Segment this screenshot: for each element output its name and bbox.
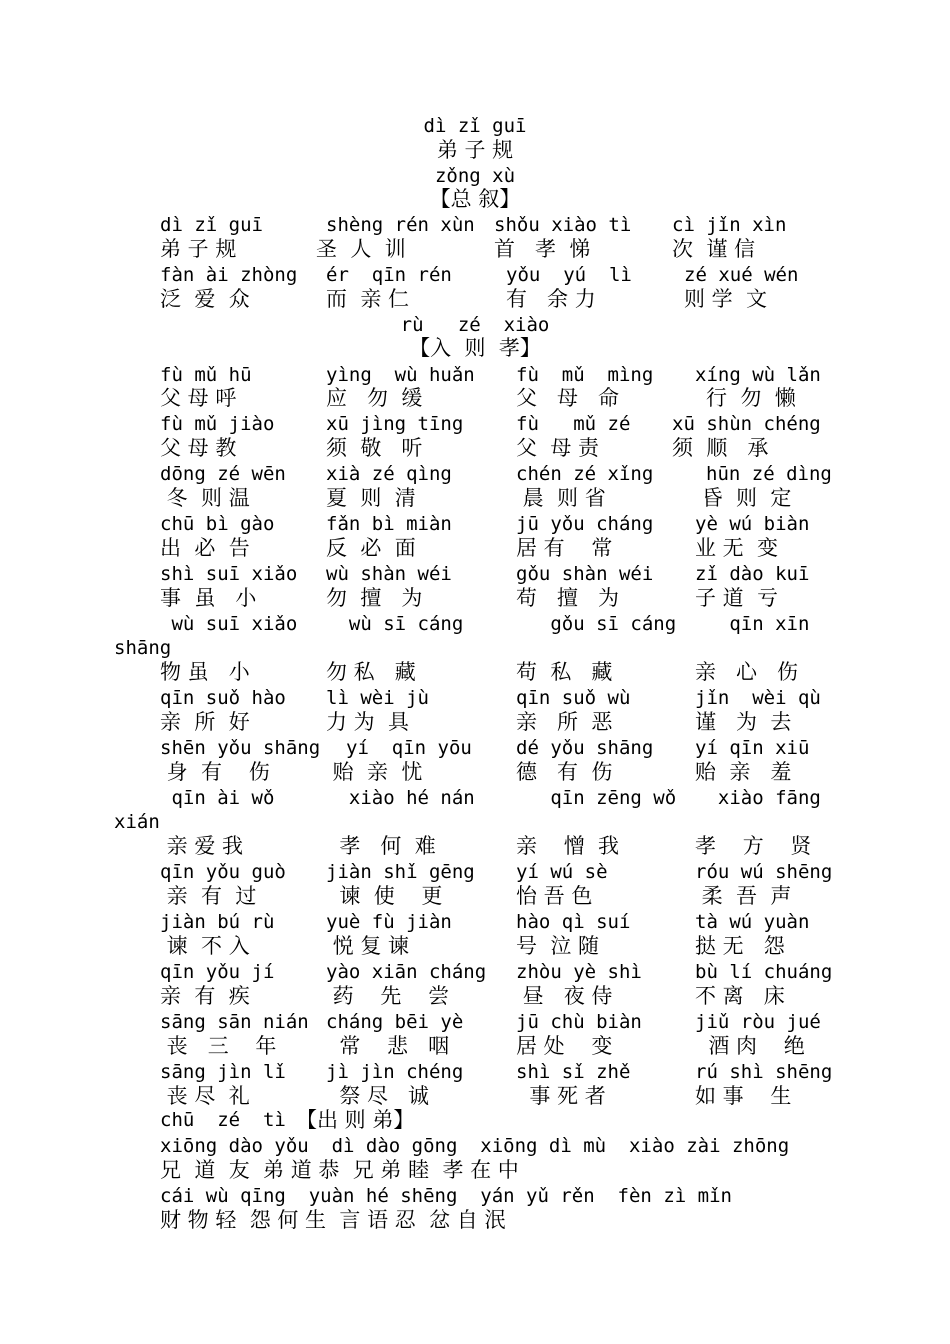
hanzi-cell: 勿 私 藏 xyxy=(326,660,416,684)
hanzi-cell: 丧 尽 礼 xyxy=(160,1084,250,1108)
pinyin-cell: qīn yǒu guò xyxy=(160,861,286,883)
verse-hanzi-row xyxy=(0,884,950,909)
pinyin-cell: wù shàn wéi xyxy=(326,563,452,585)
section-pinyin-zongxu: zǒng xù xyxy=(434,165,516,187)
hanzi-cell: 身 有 伤 xyxy=(160,760,270,784)
verse-hanzi-row xyxy=(0,536,950,561)
verse-hanzi-row xyxy=(0,760,950,785)
hanzi-cell: 祭 尽 诚 xyxy=(326,1084,430,1108)
hanzi-cell: 悦 复 谏 xyxy=(326,934,410,958)
pinyin-cell: fù mǔ zé xyxy=(516,413,631,435)
pinyin-overflow: xián xyxy=(114,811,160,833)
hanzi-cell: 行 勿 懒 xyxy=(706,386,796,410)
verse-hanzi-row xyxy=(0,834,950,859)
hanzi-cell: 父 母 责 xyxy=(516,436,600,460)
hanzi-cell: 首 孝 悌 xyxy=(494,237,591,261)
hanzi-cell: 亲 憎 我 xyxy=(516,834,620,858)
hanzi-cell: 丧 三 年 xyxy=(160,1034,277,1058)
pinyin-cell: hào qì suí xyxy=(516,911,631,933)
hanzi-cell: 常 悲 咽 xyxy=(326,1034,450,1058)
verse-hanzi-row xyxy=(0,287,950,312)
verse-pinyin-row xyxy=(0,1010,950,1035)
hanzi-cell: 事 死 者 xyxy=(516,1084,606,1108)
verse-hanzi-line: 财 物 轻 怨 何 生 言 语 忍 忿 自 泯 xyxy=(160,1208,506,1232)
pinyin-cell: shǒu xiào tì xyxy=(494,214,632,236)
hanzi-cell: 昏 则 定 xyxy=(695,486,792,510)
verse-hanzi-row xyxy=(0,710,950,735)
pinyin-cell: jiǔ ròu jué xyxy=(695,1011,821,1033)
pinyin-cell: chū bì gào xyxy=(160,513,275,535)
pinyin-cell: xū jìng tīng xyxy=(326,413,464,435)
verse-hanzi-row xyxy=(0,660,950,685)
verse-pinyin-row xyxy=(0,860,950,885)
pinyin-cell: xíng wù lǎn xyxy=(695,364,821,386)
verse-hanzi-row xyxy=(0,486,950,511)
hanzi-cell: 挞 无 怨 xyxy=(695,934,785,958)
hanzi-cell: 亲 有 过 xyxy=(160,884,257,908)
pinyin-cell: wù sī cáng xyxy=(326,613,464,635)
pinyin-cell: róu wú shēng xyxy=(695,861,833,883)
hanzi-cell: 须 顺 承 xyxy=(672,436,769,460)
pinyin-cell: jū chù biàn xyxy=(516,1011,642,1033)
verse-pinyin-row xyxy=(0,736,950,761)
hanzi-cell: 子 道 亏 xyxy=(695,586,779,610)
verse-pinyin-row xyxy=(0,263,950,288)
hanzi-cell: 亲 爱 我 xyxy=(160,834,244,858)
hanzi-cell: 父 母 教 xyxy=(160,436,237,460)
verse-hanzi-row xyxy=(0,586,950,611)
pinyin-cell: ér qīn rén xyxy=(326,264,452,286)
verse-pinyin-row xyxy=(0,213,950,238)
pinyin-cell: tà wú yuàn xyxy=(695,911,810,933)
verse-hanzi-row xyxy=(0,1034,950,1059)
verse-pinyin-line: xiōng dào yǒu dì dào gōng xiōng dì mù xiào zài zhōng xyxy=(160,1135,790,1157)
section-pinyin-chuzedi: chū zé tì xyxy=(160,1109,286,1131)
pinyin-cell: yí wú sè xyxy=(516,861,608,883)
hanzi-cell: 怡 吾 色 xyxy=(516,884,593,908)
pinyin-cell: qīn yǒu jí xyxy=(160,961,275,983)
hanzi-cell: 苟 擅 为 xyxy=(516,586,620,610)
hanzi-cell: 应 勿 缓 xyxy=(326,386,423,410)
pinyin-cell: jiàn bú rù xyxy=(160,911,275,933)
section-pinyin-ruzexiao: rù zé xiào xyxy=(400,314,550,336)
pinyin-cell: shì suī xiǎo xyxy=(160,563,298,585)
hanzi-cell: 则 学 文 xyxy=(684,287,768,311)
hanzi-cell: 须 敬 听 xyxy=(326,436,423,460)
pinyin-cell: jū yǒu cháng xyxy=(516,513,654,535)
verse-pinyin-row xyxy=(0,910,950,935)
hanzi-cell: 药 先 尝 xyxy=(326,984,450,1008)
hanzi-cell: 亲 所 好 xyxy=(160,710,250,734)
pinyin-cell: qīn xīn xyxy=(695,613,810,635)
pinyin-cell: lì wèi jù xyxy=(326,687,429,709)
pinyin-cell: zé xué wén xyxy=(684,264,799,286)
pinyin-cell: zǐ dào kuī xyxy=(695,563,810,585)
verse-hanzi-row xyxy=(0,237,950,262)
verse-pinyin-row xyxy=(0,462,950,487)
pinyin-cell: gǒu shàn wéi xyxy=(516,563,654,585)
hanzi-cell: 弟 子 规 xyxy=(160,237,237,261)
verse-hanzi-line: 兄 道 友 弟 道 恭 兄 弟 睦 孝 在 中 xyxy=(160,1158,519,1182)
pinyin-cell: wù suī xiǎo xyxy=(160,613,298,635)
pinyin-cell: gǒu sī cáng xyxy=(516,613,677,635)
pinyin-cell: yìng wù huǎn xyxy=(326,364,475,386)
pinyin-cell: yào xiān cháng xyxy=(326,961,487,983)
pinyin-cell: yǒu yú lì xyxy=(506,264,632,286)
hanzi-cell: 而 亲 仁 xyxy=(326,287,410,311)
verse-pinyin-row xyxy=(0,562,950,587)
verse-pinyin-line: cái wù qīng yuàn hé shēng yán yǔ rěn fèn zì mǐn xyxy=(160,1185,732,1207)
hanzi-cell: 晨 则 省 xyxy=(516,486,606,510)
hanzi-cell: 物 虽 小 xyxy=(160,660,250,684)
hanzi-cell: 如 事 生 xyxy=(695,1084,792,1108)
pinyin-overflow: shāng xyxy=(114,637,172,659)
hanzi-cell: 孝 何 难 xyxy=(326,834,436,858)
pinyin-cell: sāng jìn lǐ xyxy=(160,1061,286,1083)
hanzi-cell: 苟 私 藏 xyxy=(516,660,613,684)
pinyin-cell: shēn yǒu shāng xyxy=(160,737,321,759)
title-hanzi: 弟 子 规 xyxy=(436,138,514,162)
hanzi-cell: 业 无 变 xyxy=(695,536,779,560)
verse-pinyin-row xyxy=(0,612,950,637)
pinyin-cell: sāng sān nián xyxy=(160,1011,309,1033)
pinyin-cell: yuè fù jiàn xyxy=(326,911,452,933)
hanzi-cell: 勿 擅 为 xyxy=(326,586,423,610)
verse-pinyin-row xyxy=(0,960,950,985)
pinyin-cell: fù mǔ jiào xyxy=(160,413,275,435)
hanzi-cell: 酒 肉 绝 xyxy=(695,1034,805,1058)
hanzi-cell: 谨 为 去 xyxy=(695,710,792,734)
hanzi-cell: 居 处 变 xyxy=(516,1034,613,1058)
hanzi-cell: 出 必 告 xyxy=(160,536,250,560)
pinyin-cell: yè wú biàn xyxy=(695,513,810,535)
hanzi-cell: 谏 不 入 xyxy=(160,934,250,958)
hanzi-cell: 泛 爱 众 xyxy=(160,287,250,311)
pinyin-cell: qīn suǒ hào xyxy=(160,687,286,709)
hanzi-cell: 号 泣 随 xyxy=(516,934,600,958)
hanzi-cell: 有 余 力 xyxy=(506,287,596,311)
pinyin-cell: cì jǐn xìn xyxy=(672,214,787,236)
pinyin-cell: jì jìn chéng xyxy=(326,1061,464,1083)
pinyin-cell: fǎn bì miàn xyxy=(326,513,452,535)
pinyin-cell: yí qīn yōu xyxy=(346,737,472,759)
pinyin-cell: shèng rén xùn xyxy=(326,214,475,236)
pinyin-cell: yí qīn xiū xyxy=(695,737,810,759)
pinyin-cell: qīn suǒ wù xyxy=(516,687,631,709)
pinyin-cell: shì sǐ zhě xyxy=(516,1061,631,1083)
verse-pinyin-row xyxy=(0,1060,950,1085)
verse-hanzi-row xyxy=(0,436,950,461)
section-heading-chuzedi: 【出 则 弟】 xyxy=(296,1108,415,1132)
hanzi-cell: 谏 使 更 xyxy=(326,884,443,908)
hanzi-cell: 孝 方 贤 xyxy=(695,834,812,858)
hanzi-cell: 父 母 呼 xyxy=(160,386,237,410)
title-pinyin: dì zǐ guī xyxy=(423,115,527,137)
pinyin-cell: zhòu yè shì xyxy=(516,961,642,983)
pinyin-cell: jiàn shǐ gēng xyxy=(326,861,475,883)
section-heading-zongxu: 【总 叙】 xyxy=(429,187,521,211)
pinyin-cell: fù mǔ hū xyxy=(160,364,252,386)
hanzi-cell: 次 谨 信 xyxy=(672,237,756,261)
verse-pinyin-row xyxy=(0,512,950,537)
hanzi-cell: 力 为 具 xyxy=(326,710,410,734)
pinyin-cell: dì zǐ guī xyxy=(160,214,263,236)
hanzi-cell: 事 虽 小 xyxy=(160,586,257,610)
hanzi-cell: 贻 亲 忧 xyxy=(326,760,423,784)
verse-pinyin-row xyxy=(0,363,950,388)
pinyin-cell: fù mǔ mìng xyxy=(516,364,654,386)
hanzi-cell: 父 母 命 xyxy=(516,386,620,410)
pinyin-cell: qīn ài wǒ xyxy=(160,787,275,809)
section-row-chuzedi xyxy=(0,1108,950,1133)
hanzi-cell: 圣 人 训 xyxy=(316,237,406,261)
hanzi-cell: 居 有 常 xyxy=(516,536,613,560)
pinyin-cell: xià zé qìng xyxy=(326,463,452,485)
pinyin-cell: rú shì shēng xyxy=(695,1061,833,1083)
pinyin-cell: qīn zēng wǒ xyxy=(516,787,677,809)
hanzi-cell: 德 有 伤 xyxy=(516,760,613,784)
hanzi-cell: 冬 则 温 xyxy=(160,486,250,510)
hanzi-cell: 昼 夜 侍 xyxy=(516,984,613,1008)
verse-hanzi-row xyxy=(0,934,950,959)
pinyin-cell: fàn ài zhòng xyxy=(160,264,298,286)
pinyin-cell: cháng bēi yè xyxy=(326,1011,464,1033)
verse-hanzi-row xyxy=(0,1084,950,1109)
verse-pinyin-row xyxy=(0,786,950,811)
section-heading-ruzexiao: 【入 则 孝】 xyxy=(409,336,541,360)
pinyin-cell: hūn zé dìng xyxy=(706,463,832,485)
pinyin-cell: xiào fāng xyxy=(695,787,821,809)
hanzi-cell: 亲 所 恶 xyxy=(516,710,613,734)
pinyin-cell: jǐn wèi qù xyxy=(695,687,821,709)
hanzi-cell: 亲 心 伤 xyxy=(695,660,799,684)
pinyin-cell: chén zé xǐng xyxy=(516,463,654,485)
pinyin-cell: xiào hé nán xyxy=(326,787,475,809)
pinyin-cell: bù lí chuáng xyxy=(695,961,833,983)
pinyin-cell: dé yǒu shāng xyxy=(516,737,654,759)
hanzi-cell: 柔 吾 声 xyxy=(695,884,792,908)
verse-pinyin-row xyxy=(0,412,950,437)
verse-hanzi-row xyxy=(0,984,950,1009)
hanzi-cell: 夏 则 清 xyxy=(326,486,416,510)
hanzi-cell: 反 必 面 xyxy=(326,536,416,560)
hanzi-cell: 不 离 床 xyxy=(695,984,785,1008)
verse-pinyin-row xyxy=(0,686,950,711)
verse-hanzi-row xyxy=(0,386,950,411)
hanzi-cell: 贻 亲 羞 xyxy=(695,760,792,784)
hanzi-cell: 亲 有 疾 xyxy=(160,984,250,1008)
pinyin-cell: dōng zé wēn xyxy=(160,463,286,485)
pinyin-cell: xū shùn chéng xyxy=(672,413,821,435)
